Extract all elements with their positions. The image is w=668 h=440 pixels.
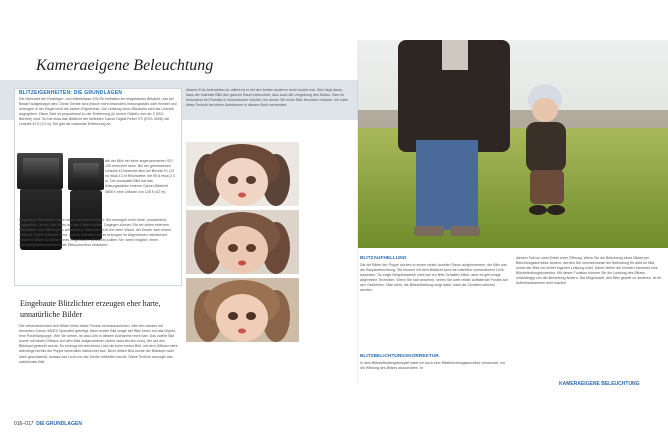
section-title-flash-compensation: BLITZBELICHTUNGSKORREKTUR [360, 354, 439, 359]
left-page [0, 40, 358, 427]
toddler-photo [358, 40, 668, 248]
section-text-flash-compensation: In dem Blitzaufhellungsbeispiel habe ich auch eine Blitzbelichtungskorrektur verwendet, um die Wirkung des Blitzes abzumildern. In [360, 361, 506, 371]
right-page-text [358, 248, 668, 385]
footer-right-chapter: KAMERAEIGENE BELEUCHTUNG [559, 381, 640, 387]
info-box-text-leitzahl: die der Blitz bei einer angenommenen ISO 100 erreichen kann. Bei der gemessenen Leitzahl 43 bedeutet dies bei Blende f/1 (13 m) etwa 13 m Reichweite, bei f/5,6 etwa 2,3 m. Der kompakte Blitz hat das leistungsstarke externe Canon Blitzlicht 580EX eine Leitzahl von 138 ft (42 m). [105, 159, 175, 194]
section-title-fill-flash: BLITZAUFHELLUNG [360, 256, 407, 261]
info-box-title: BLITZEIGENHEITEN: DIE GRUNDLAGEN [19, 90, 123, 96]
page-title: Kameraeigene Beleuchtung [36, 57, 214, 74]
body-text: Die nebenstehenden drei Bilder teilen diese Punkte veranschaulichen. Alle drei wurden mit derselben Canon 580EX Speedlite gefertigt. Beim ersten Bild zeigte der Blitz einen auf das Objekt, eine Porzellanpuppe. Wie Sie sehen, ist das Licht in diesem Aufnahme recht hart. Das zweite Bild wurde mit einem Diffusor auf dem Blitz aufgenommen (siehe www.sto-fen.com), der auf den Blitzkopf gesteckt wurde. Es erzeugt ein weicheres Licht als beim ersten Bild, mit dem Diffusor sieht allerdings bereits die Puppe wesentlich natürlicher aus. Beim dritten Bild wurde der Blitzkopf nach oben geschwenkt, sodass das Licht von der Decke reflektiert wurde. Diese Technik erzeugte das natürlichste Bild. [19, 324, 178, 364]
footer-left [14, 421, 82, 427]
right-column-text: diesem Fall um zwei Drittel einer Öffnung. Wenn Sie die Belichtung eines Bildes per Belichtungskorrektur ändern, werden Sie normalerweise die Belichtung für alles im Bild, wobei der Blitz mit seiner eigenen Leistung wirkt. Daher bieten die meisten Kameras eine Blitzbelichtungskorrektur. Mit dieser Funktion können Sie die Leistung des Blitzes unabhängig von der Belichtung ändern. Die Möglichkeit, den Blitz gezielt zu dosieren, ist für Aufhellaufnahmen sehr nützlich. [516, 256, 662, 286]
info-box-text-indirect: Eingebaute Blitzlichter haben einen weiteren Nachteil: Sie erzeugen nicht harte, unnatürliche Ergebnisse, da es Licht direkt auf das Objekt richten. Dagegen können Sie bei vielen externen Blitzlichtern den Blitzkopf so schwenken, dass das Licht von einer Wand, der Decke oder einem anderen Objekt reflektiert wird. Solche indirekten Blitze erzeugen im Allgemeinen natürlichere weichere Bilder. An Stelle eines eingebauten Blitzlichts sollten Sie, wenn möglich, einen Wechselreflexionsschirm oder Diffusorschirm einsetzen. [19, 218, 172, 248]
column-text: diesem Foto beleuchten ist, während er bei den beiden anderen recht dunkel war. Dies liegt daran, dass der indirekte Blitz den ganzen Raum beleuchtet, also auch die Umgebung des Motivs. Dies ist besonders bei Porträts in Innenräumen nützlich, bei denen Sie einen Blitz benutzen müssen. Ich habe diese Technik bei vielen Aufnahmen in diesem Buch verwendet. [186, 88, 349, 108]
section-text-fill-flash: Die die Bilder der Puppe wurden in einem relativ dunklen Raum aufgenommen, der Blitz war die Hauptbeleuchtung. Sie können mit dem Blitzlicht auch bei natürlich vorhandenem Licht einsetzen. So zeige Beispielsweise nicht wie ein Blitz Schatten füllen, aber es gibt einige allgemeine Techniken. Wenn Sie sich ansehen, sehen Sie zwei relativ auffallende Punkte auf den Gesichtern. Man sieht, die Blitzaufhellung sorgt dafür, dass die Schatten weicher werden. [360, 263, 508, 293]
info-box-text-intro: Die Mehrzahl der Einsteiger- und Mittelklasse-DSLRs enthalten ein eingebautes Blitzlicht, das bei Bedarf ausgeklappt wird. Diese Geräte sind jedoch nicht besonders leistungsstark oder flexibel und erzeugen in der Regel nicht die besten Ergebnisse. Die Leistung eines Blitzlichts wird als Leitzahl angegeben. Diese Zahl ist proportional zu der Entfernung (in einem Objekt) und der 2 (ISO-Bereich) wird. So hat etwa das Blitzlicht der beliebten Canon Digital Rebel XTi (EOS 400D) die Leitzahl 43 ft (13 m). Sie gibt die maximale Entfernung an, [19, 97, 177, 127]
page-fold [357, 40, 359, 385]
doll-photo-direct-flash [186, 142, 299, 206]
page-numbers: 016–017 [14, 421, 34, 427]
pull-quote: Eingebaute Blitzlichter erzeugen eher harte, unnatürliche Bilder [20, 299, 161, 319]
doll-photo-diffused-flash [186, 210, 299, 274]
flash-window-large [23, 158, 59, 180]
chapter-name: DIE GRUNDLAGEN [36, 421, 82, 427]
flash-window-small [73, 163, 99, 181]
doll-photo-bounce-flash [186, 278, 299, 342]
